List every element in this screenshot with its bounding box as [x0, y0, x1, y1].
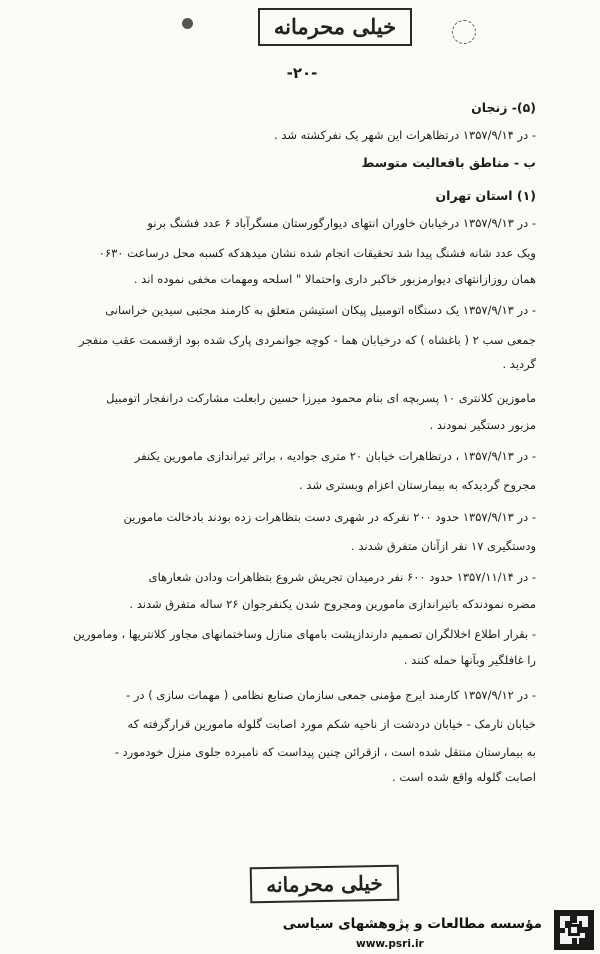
- text-line: به بیمارستان منتقل شده است ، ازقرائن چنین پیداست که نامبرده جلوی منزل خودمورد -: [114, 745, 536, 759]
- punch-hole-icon: [182, 18, 193, 29]
- heading-tehran: (۱) استان تهران: [435, 188, 536, 203]
- text-line: - در ۱۳۵۷/۱۱/۱۴ حدود ۶۰۰ نفر درمیدان تجریش شروع بتظاهرات ودادن شعارهای: [148, 570, 536, 584]
- text-line: مجروح گردیدکه به بیمارستان اعزام وبستری شد .: [299, 478, 536, 492]
- institute-name: مؤسسه مطالعات و پژوهشهای سیاسی: [282, 916, 542, 932]
- text-line: - در ۱۳۵۷/۹/۱۳ یک دستگاه اتومبیل پیکان استیشن متعلق به کارمند مجتبی سیدین خراسانی: [105, 303, 536, 317]
- psri-logo-icon: [554, 910, 594, 950]
- institute-url[interactable]: www.psri.ir: [356, 938, 424, 950]
- publisher-footer: [0, 908, 600, 954]
- text-line: گردید .: [502, 357, 536, 371]
- heading-medium-activity: ب - مناطق بافعالیت متوسط: [361, 155, 536, 170]
- text-line: مزبور دستگیر نمودند .: [429, 418, 536, 432]
- text-line: مضره نمودندکه باتیراندازی مامورین ومجروح شدن یکنفرجوان ۲۶ ساله متفرق شدند .: [129, 597, 536, 611]
- text-line: را غافلگیر وبآنها حمله کنند .: [403, 653, 536, 667]
- text-line: - در ۱۳۵۷/۹/۱۳ درخیابان خاوران انتهای دیوارگورستان مسگرآباد ۶ عدد فشنگ برنو: [147, 216, 536, 230]
- page-number: -۲۰-: [286, 64, 318, 82]
- heading-zanjan: (۵)- زنجان: [471, 100, 536, 115]
- text-line: اصابت گلوله واقع شده است .: [392, 770, 536, 784]
- text-line: جمعی سب ۲ ( باغشاه ) که درخیابان هما - کوچه جوانمردی پارک شده بود ازقسمت عقب منفجر: [79, 333, 536, 347]
- classification-stamp-bottom: خیلی محرمانه: [250, 865, 400, 904]
- text-line: - در ۱۳۵۷/۹/۱۴ درتظاهرات این شهر یک نفرکشته شد .: [274, 128, 536, 142]
- text-line: همان روزازانتهای دیوارمزبور خاکبر داری واحتمالا " اسلحه ومهمات مخفی نموده اند .: [133, 272, 536, 286]
- stamp-circle-icon: [452, 20, 476, 44]
- text-line: ویک عدد شانه فشنگ پیدا شد تحقیقات انجام شده نشان میدهدکه کسبه محل درساعت ۰۶۳۰: [98, 246, 536, 260]
- text-line: - در ۱۳۵۷/۹/۱۳ ، درتظاهرات خیابان ۲۰ متری جوادیه ، براثر تیراندازی مامورین یکنفر: [134, 449, 536, 463]
- text-line: خیابان نارمک - خیابان دردشت از ناحیه شکم مورد اصابت گلوله مامورین قرارگرفته که: [127, 717, 536, 731]
- text-line: ودستگیری ۱۷ نفر ازآنان متفرق شدند .: [351, 539, 536, 553]
- classification-stamp-top: خیلی محرمانه: [258, 8, 412, 46]
- text-line: - بقرار اطلاع اخلالگران تصمیم دارندازپشت بامهای منازل وساختمانهای مجاور کلانتریها ، ومامورین: [73, 627, 536, 641]
- text-line: - در ۱۳۵۷/۹/۱۳ حدود ۲۰۰ نفرکه در شهری دست بتظاهرات زده بودند بادخالت مامورین: [123, 510, 536, 524]
- text-line: - در ۱۳۵۷/۹/۱۲ کارمند ایرج مؤمنی جمعی سازمان صنایع نظامی ( مهمات سازی ) در -: [126, 688, 536, 702]
- text-line: ماموزین کلانتری ۱۰ پسربچه ای بنام محمود میرزا حسین رابعلت مشارکت درانفجار اتومبیل: [106, 391, 536, 405]
